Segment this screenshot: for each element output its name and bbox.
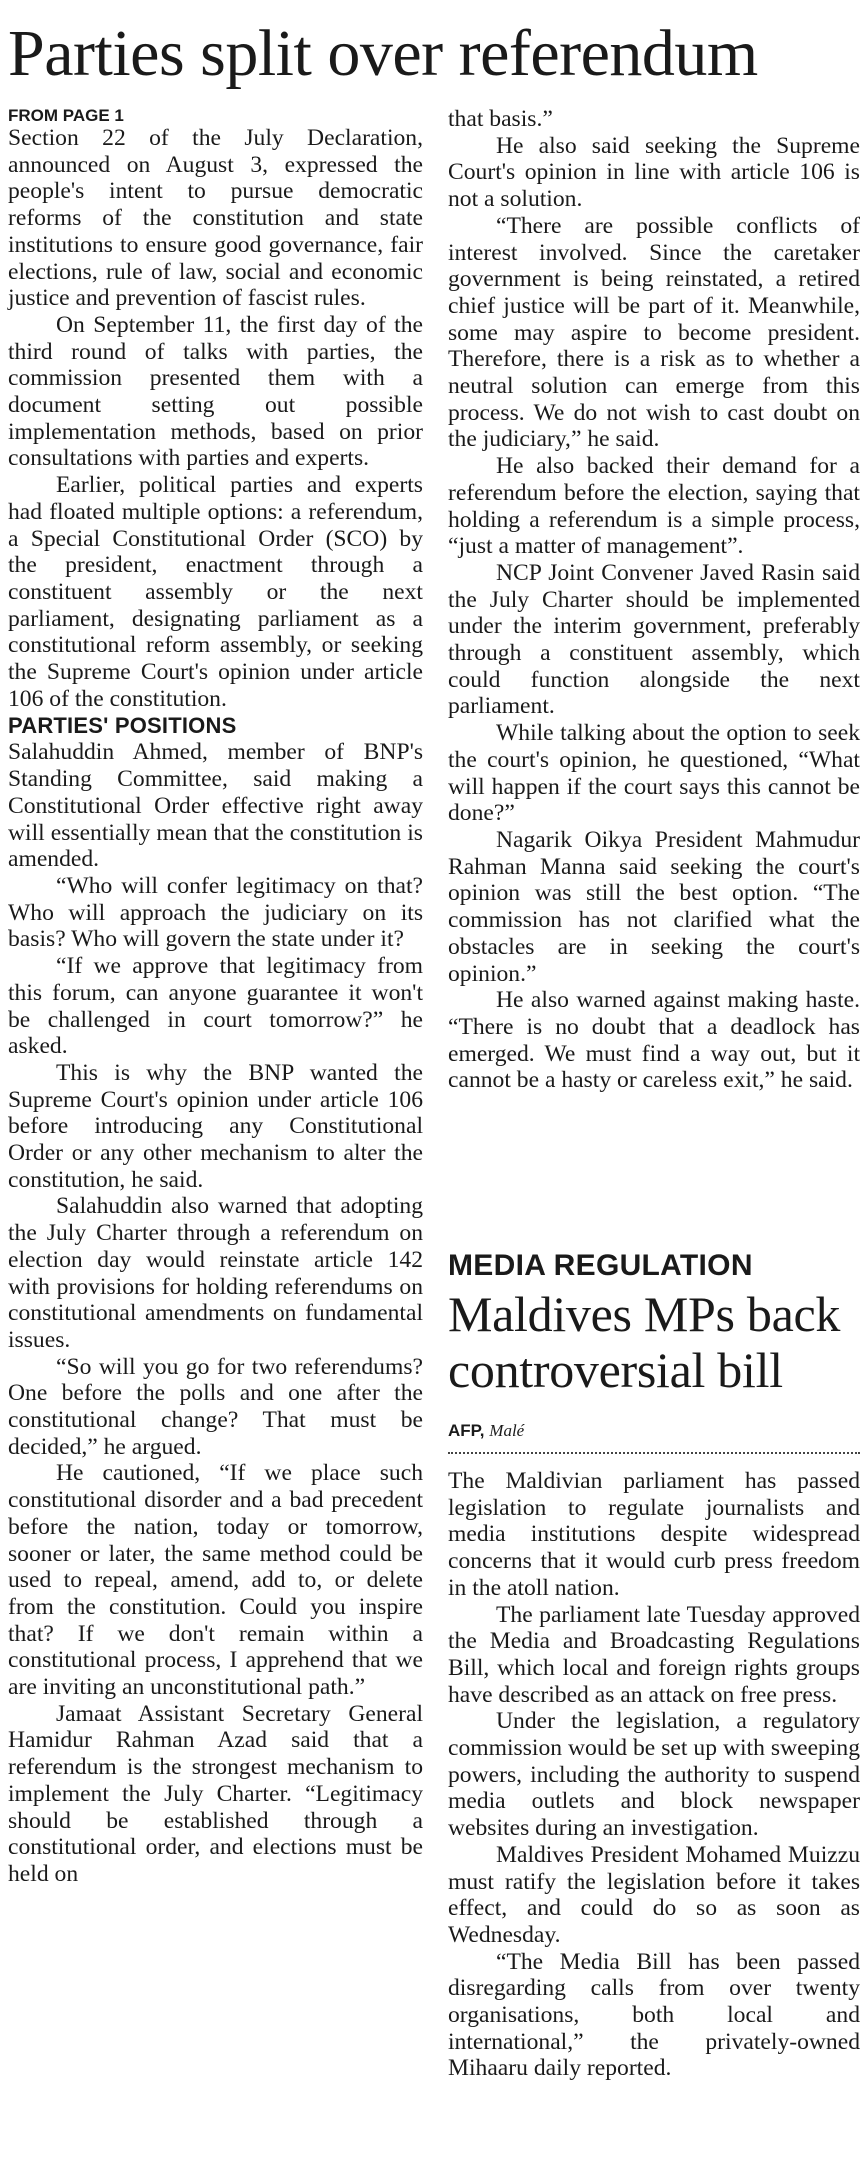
- paragraph: He also backed their demand for a referendum before the election, saying that holding a referendum is a simple process, “just a matter of management”.: [448, 453, 860, 560]
- maldives-story-body: [448, 1468, 860, 2082]
- paragraph: NCP Joint Convener Javed Rasin said the July Charter should be implemented under the interim government, preferably through a constituent assembly, which could function alongside the next parliament.: [448, 559, 860, 720]
- paragraph: “If we approve that legitimacy from this forum, can anyone guarantee it won't be challenged in court tomorrow?” he asked.: [8, 953, 423, 1060]
- paragraph: “Who will confer legitimacy on that? Who will approach the judiciary on its basis? Who will govern the state under it?: [8, 872, 423, 953]
- byline-agency: AFP,: [448, 1421, 485, 1440]
- paragraph: He also said seeking the Supreme Court's opinion in line with article 106 is not a solution.: [448, 132, 860, 213]
- main-story-right-column: [448, 106, 860, 1094]
- paragraph: Jamaat Assistant Secretary General Hamidur Rahman Azad said that a referendum is the strongest mechanism to implement the July Charter. “Legitimacy should be established through a constitutional order, and elections must be held on: [8, 1700, 423, 1887]
- section-label: MEDIA REGULATION: [448, 1249, 753, 1282]
- paragraph: Nagarik Oikya President Mahmudur Rahman Manna said seeking the court's opinion was still the best option. “The commission has not clarified what the obstacles are in seeking the court's opinion.”: [448, 826, 860, 987]
- maldives-story: [448, 1248, 860, 2082]
- paragraph: Earlier, political parties and experts had floated multiple options: a referendum, a Special Constitutional Order (SCO) by the president, enactment through a constituent assembly or the next parliament, designating parliament as a constitutional reform assembly, or seeking the Supreme Court's opinion under article 106 of the constitution.: [8, 472, 423, 712]
- paragraph: On September 11, the first day of the third round of talks with parties, the commission presented them with a document setting out possible implementation methods, based on prior consultations with parties and experts.: [8, 311, 423, 472]
- paragraph: This is why the BNP wanted the Supreme Court's opinion under article 106 before introducing any Constitutional Order or any other mechanism to alter the constitution, he said.: [8, 1059, 423, 1193]
- paragraph: He also warned against making haste. “There is no doubt that a deadlock has emerged. We must find a way out, but it cannot be a hasty or careless exit,” he said.: [448, 987, 860, 1094]
- paragraph: Section 22 of the July Declaration, announced on August 3, expressed the people's intent to pursue democratic reforms of the constitution and state institutions to ensure good governance, fair elections, rule of law, social and economic justice and prevention of fascist rules.: [8, 125, 423, 312]
- byline-place: Malé: [489, 1421, 525, 1440]
- maldives-headline: Maldives MPs back controversial bill: [448, 1286, 841, 1398]
- paragraph: “So will you go for two referendums? One before the polls and one after the constitutional change? That must be decided,” he argued.: [8, 1353, 423, 1460]
- main-headline: Parties split over referendum: [8, 17, 758, 90]
- paragraph: Salahuddin Ahmed, member of BNP's Standing Committee, said making a Constitutional Order effective right away will essentially mean that the constitution is amended.: [8, 739, 423, 873]
- dotted-divider: [448, 1452, 860, 1454]
- paragraph: “The Media Bill has been passed disregarding calls from over twenty organisations, both local and international,” the privately-owned Mihaaru daily reported.: [448, 1948, 860, 2082]
- left-column-paragraphs-2: [8, 739, 423, 1887]
- paragraph: The Maldivian parliament has passed legislation to regulate journalists and media institutions despite widespread concerns that it would curb press freedom in the atoll nation.: [448, 1468, 860, 1601]
- paragraph: The parliament late Tuesday approved the Media and Broadcasting Regulations Bill, which local and foreign rights groups have described as an attack on free press.: [448, 1601, 860, 1708]
- paragraph: “There are possible conflicts of interest involved. Since the caretaker government is being reinstated, a retired chief justice will be part of it. Meanwhile, some may aspire to become president. Therefore, there is a risk as to whether a neutral solution can emerge from this process. We do not wish to cast doubt on the judiciary,” he said.: [448, 212, 860, 453]
- paragraph: that basis.”: [448, 106, 553, 132]
- left-column-paragraphs: [8, 125, 423, 712]
- byline: [448, 1420, 860, 1442]
- paragraph: While talking about the option to seek the court's opinion, he questioned, “What will happen if the court says this cannot be done?”: [448, 720, 860, 827]
- paragraph: He cautioned, “If we place such constitutional disorder and a bad precedent before the nation, today or tomorrow, sooner or later, the same method could be used to repeal, amend, add to, or delete from the constitution. Could you inspire that? If we don't remain within a constitutional process, I apprehend that we are inviting an unconstitutional path.”: [8, 1460, 423, 1701]
- main-story-left-column: [8, 106, 423, 1888]
- paragraph: Under the legislation, a regulatory commission would be set up with sweeping powers, including the authority to suspend media outlets and block newspaper websites during an investigation.: [448, 1708, 860, 1842]
- paragraph: Maldives President Mohamed Muizzu must ratify the legislation before it takes effect, and could do so as soon as Wednesday.: [448, 1841, 860, 1948]
- right-column-paragraphs: [448, 106, 860, 1094]
- from-page-kicker: FROM PAGE 1: [8, 106, 124, 125]
- paragraph: Salahuddin also warned that adopting the July Charter through a referendum on election day would reinstate article 142 with provisions for holding referendums on constitutional amendments on fundamental issues.: [8, 1193, 423, 1353]
- parties-positions-subhead: PARTIES' POSITIONS: [8, 713, 237, 739]
